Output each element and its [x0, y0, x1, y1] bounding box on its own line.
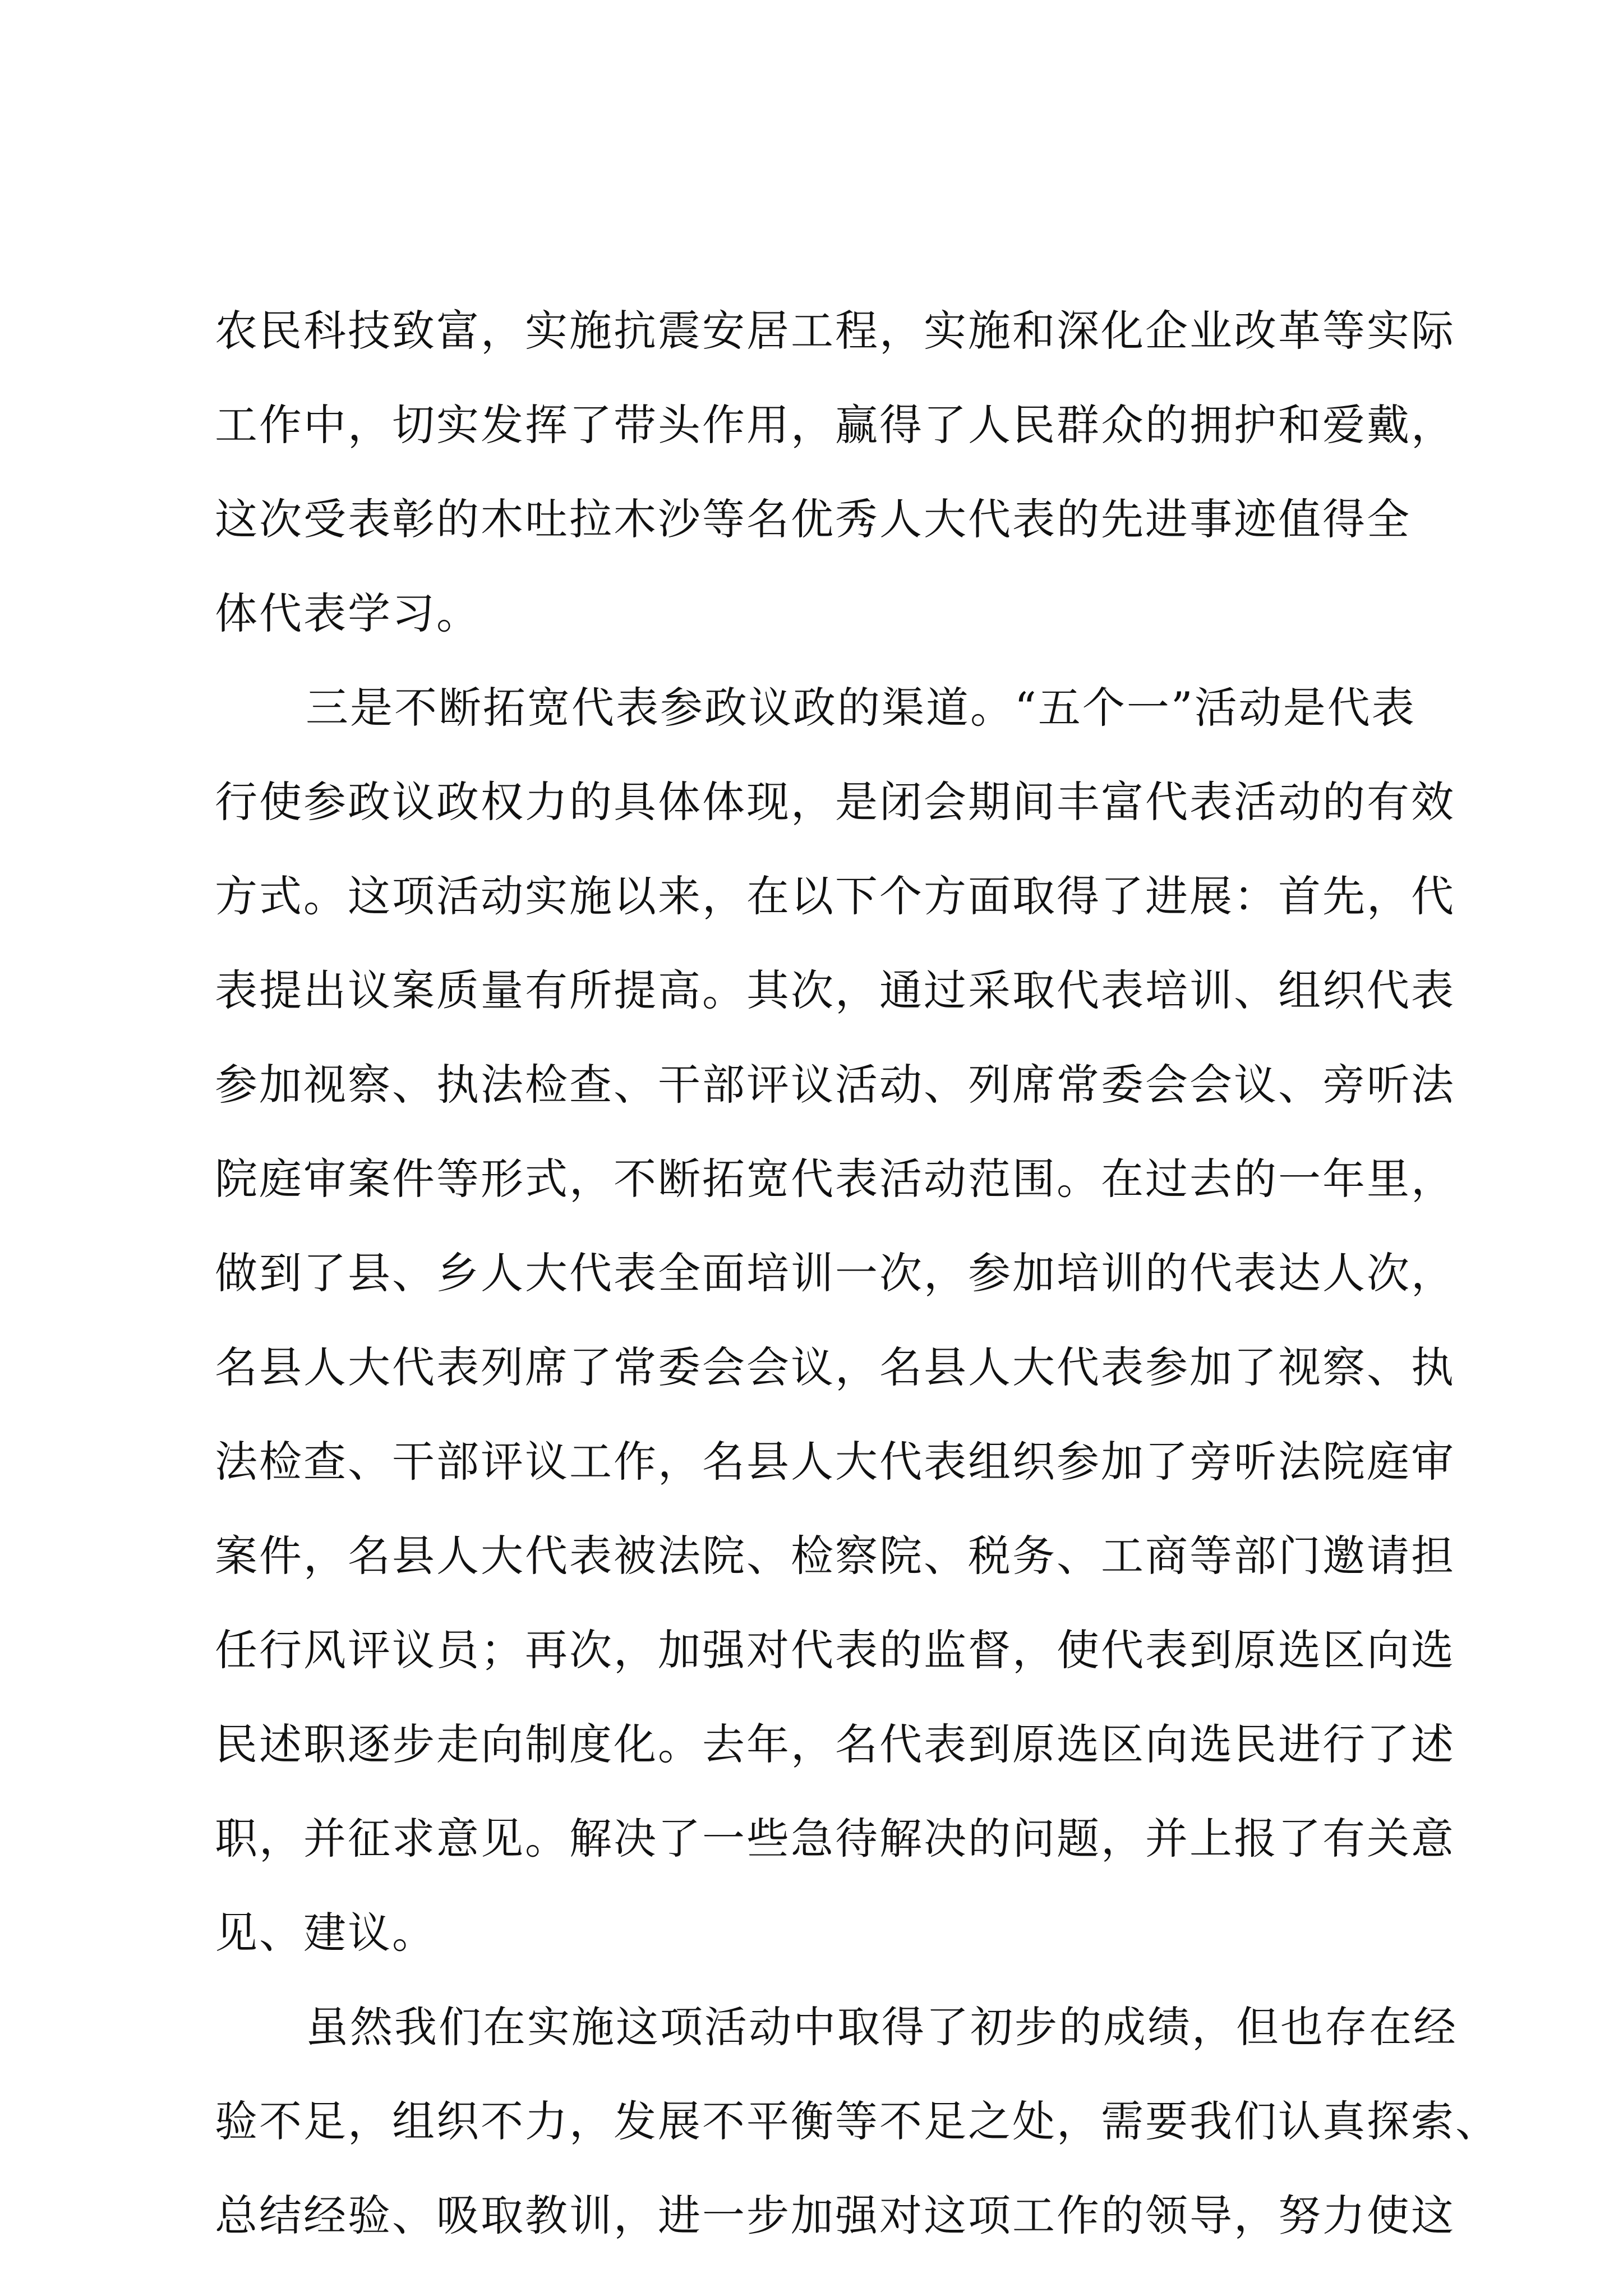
text-line: 总结经验、吸取教训，进一步加强对这项工作的领导，努力使这: [215, 2191, 1455, 2240]
paragraph-first-line: 三是不断拓宽代表参政议政的渠道。“五个一”活动是代表: [306, 683, 1416, 733]
text-line: 行使参政议政权力的具体体现，是闭会期间丰富代表活动的有效: [215, 777, 1455, 827]
text-line: 验不足，组织不力，发展不平衡等不足之处，需要我们认真探索、: [215, 2096, 1500, 2146]
text-line: 职，并征求意见。解决了一些急待解决的问题，并上报了有关意: [215, 1814, 1455, 1864]
paragraph-first-line: 虽然我们在实施这项活动中取得了初步的成绩，但也存在经: [306, 2002, 1458, 2052]
text-line: 这次受表彰的木吐拉木沙等名优秀人大代表的先进事迹值得全: [215, 494, 1411, 544]
text-line: 表提出议案质量有所提高。其次，通过采取代表培训、组织代表: [215, 965, 1455, 1015]
text-line: 见、建议。: [215, 1908, 436, 1958]
text-line: 法检查、干部评议工作，名县人大代表组织参加了旁听法院庭审: [215, 1437, 1455, 1487]
text-line: 方式。这项活动实施以来，在以下个方面取得了进展：首先，代: [215, 871, 1455, 921]
text-line: 工作中，切实发挥了带头作用，赢得了人民群众的拥护和爱戴，: [215, 400, 1455, 450]
text-line: 农民科技致富，实施抗震安居工程，实施和深化企业改革等实际: [215, 306, 1455, 356]
text-line: 体代表学习。: [215, 588, 481, 638]
text-line: 参加视察、执法检查、干部评议活动、列席常委会会议、旁听法: [215, 1060, 1455, 1110]
text-line: 院庭审案件等形式，不断拓宽代表活动范围。在过去的一年里，: [215, 1154, 1455, 1204]
text-line: 名县人大代表列席了常委会会议，名县人大代表参加了视察、执: [215, 1342, 1455, 1392]
text-line: 案件，名县人大代表被法院、检察院、税务、工商等部门邀请担: [215, 1531, 1455, 1581]
text-line: 任行风评议员；再次，加强对代表的监督，使代表到原选区向选: [215, 1625, 1455, 1675]
text-line: 做到了县、乡人大代表全面培训一次，参加培训的代表达人次，: [215, 1248, 1455, 1298]
text-line: 民述职逐步走向制度化。去年，名代表到原选区向选民进行了述: [215, 1719, 1455, 1769]
